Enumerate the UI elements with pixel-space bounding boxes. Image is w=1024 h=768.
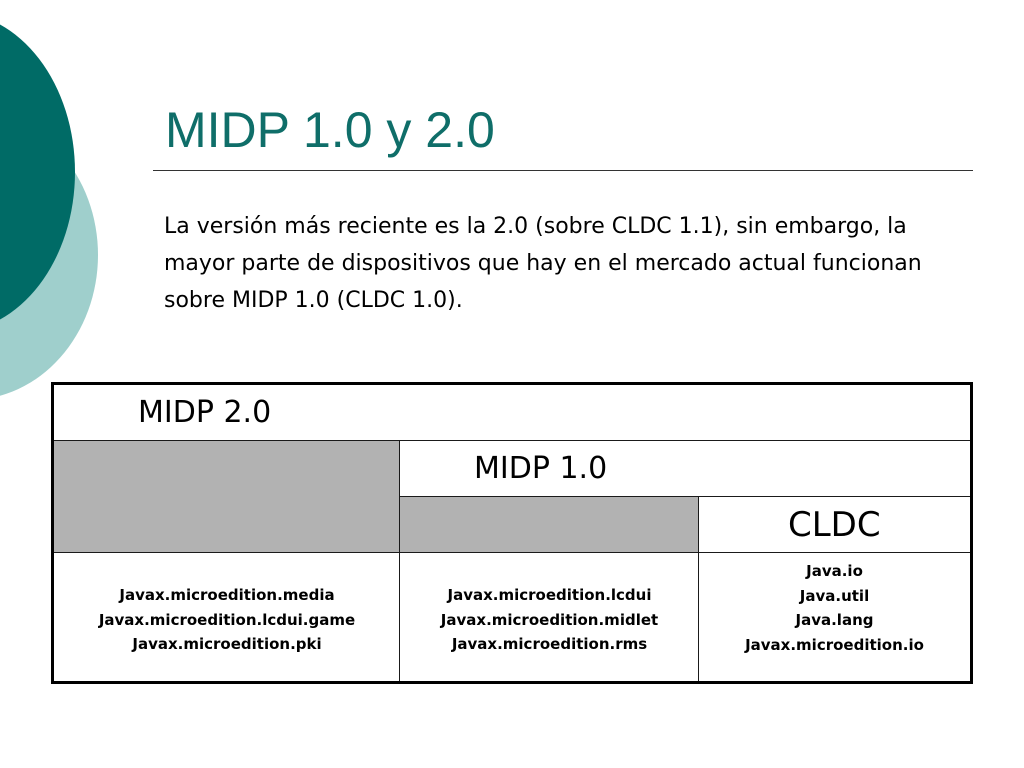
- cldc-header-cell: [699, 497, 970, 553]
- package-name: Javax.microedition.rms: [451, 635, 648, 653]
- slide-title: MIDP 1.0 y 2.0: [165, 102, 495, 158]
- package-name: Javax.microedition.midlet: [440, 610, 659, 629]
- midp2-extension-area: [54, 441, 400, 553]
- midp1-extension-area: [400, 497, 699, 553]
- title-divider: [153, 170, 973, 171]
- midp-architecture-table: [51, 382, 973, 684]
- slide-body-text: La versión más reciente es la 2.0 (sobre CLDC 1.1), sin embargo, la mayor parte de dispositivos que hay en el mercado actual funcionan sobre MIDP 1.0 (CLDC 1.0).: [164, 214, 922, 313]
- midp1-label: MIDP 1.0: [474, 451, 608, 486]
- midp2-header-cell: [54, 385, 970, 441]
- package-name: Javax.microedition.io: [745, 635, 924, 654]
- package-name: Javax.microedition.media: [119, 586, 335, 604]
- midp2-package-list: [54, 583, 400, 657]
- table-rule: [698, 496, 699, 681]
- table-rule: [400, 496, 970, 497]
- table-rule: [54, 440, 970, 441]
- package-name: Javax.microedition.lcdui.game: [98, 610, 356, 629]
- package-name: Javax.microedition.lcdui: [447, 586, 652, 604]
- package-name: Java.lang: [795, 611, 874, 629]
- package-name: Javax.microedition.pki: [132, 635, 322, 653]
- package-name: Java.io: [806, 562, 863, 580]
- cldc-label: CLDC: [788, 505, 881, 545]
- table-rule: [54, 552, 970, 553]
- table-rule: [399, 440, 400, 681]
- package-name: Java.util: [799, 586, 870, 605]
- midp1-package-list: [400, 583, 699, 657]
- cldc-package-list: [699, 559, 970, 657]
- midp1-header-cell: [400, 441, 970, 497]
- midp2-label: MIDP 2.0: [138, 395, 272, 430]
